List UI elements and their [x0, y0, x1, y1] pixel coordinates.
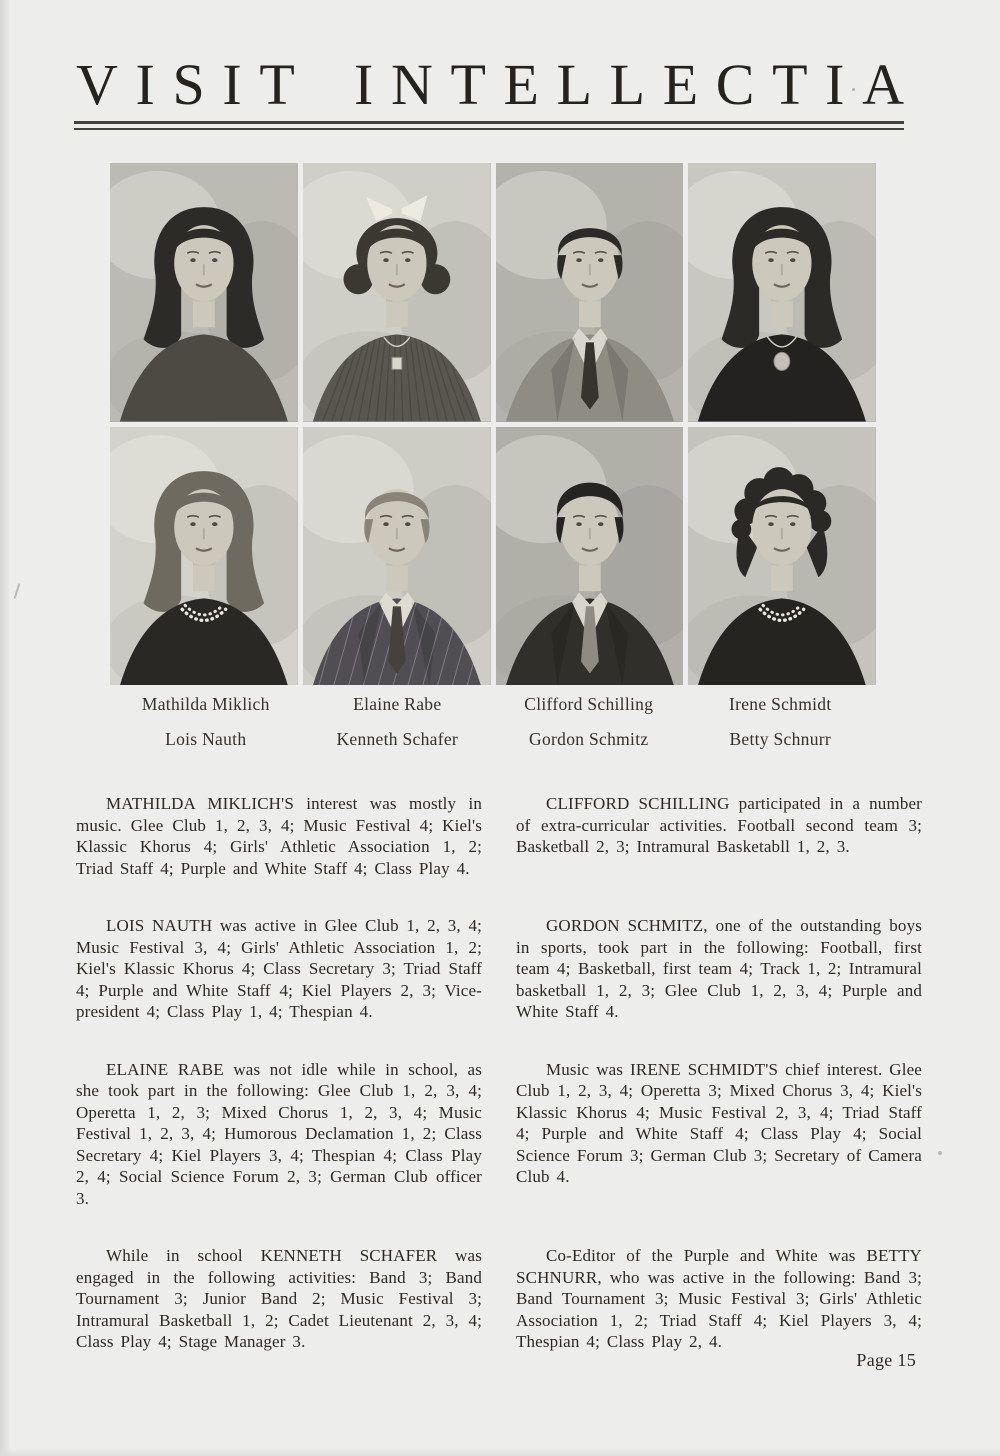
scan-speck — [852, 88, 855, 91]
title-letter: A — [862, 52, 904, 117]
title-letter: V — [76, 52, 118, 117]
title-letter: E — [662, 52, 699, 117]
portrait-photo — [688, 427, 876, 686]
caption-name: Lois Nauth — [165, 729, 247, 749]
bio-paragraph: While in school KENNETH SCHAFER was engaged in the following activities: Band 3; Band Tournament 3; Junior Band 2; Music Festival 3; Intramural Basketball 1, 2; Cadet Lieutenant 2, 3, 4; Class Play 4; Stage Manager 3. — [76, 1246, 482, 1351]
caption-name: Gordon Schmitz — [529, 729, 649, 749]
title-letter: L — [609, 52, 646, 117]
title-letter: L — [556, 52, 593, 117]
caption-name: Mathilda Miklich — [141, 694, 270, 714]
caption-name: Elaine Rabe — [353, 694, 442, 714]
caption-name: Irene Schmidt — [728, 694, 832, 714]
bio-paragraph: MATHILDA MIKLICH'S interest was mostly in music. Glee Club 1, 2, 3, 4; Music Festival 4; Kiel's Klassic Khorus 4; Girls' Athletic Association 1, 2; Triad Staff 4; Purple and White Staff 4; Class Play 4. — [76, 794, 482, 878]
caption-name: Kenneth Schafer — [336, 729, 459, 749]
title-double-rule — [74, 121, 904, 130]
bio-paragraph: Co-Editor of the Purple and White was BETTY SCHNURR, who was active in the following: Band 3; Band Tournament 3; Music Festival 3; Girls' Athletic Association 1, 2; Triad Staff 4; Kiel Players 3, 4; Thespian 4; Class Play 2, 4. — [516, 1246, 922, 1351]
portrait-photo — [303, 427, 491, 686]
portrait-photo — [688, 163, 876, 422]
caption-name: Clifford Schilling — [524, 694, 654, 714]
portrait-photo — [303, 163, 491, 422]
portrait-photo — [496, 427, 684, 686]
title-letter: T — [259, 52, 295, 117]
bio-paragraph: CLIFFORD SCHILLING participated in a number of extra-curricular activities. Football second team 3; Basketball 2, 3; Intramural Basketabll 1, 2, 3. — [516, 794, 922, 856]
title-letter: I — [222, 52, 242, 117]
caption-names — [110, 694, 876, 750]
scan-speck — [938, 1151, 942, 1155]
title-word-gap — [312, 56, 336, 114]
bio-columns — [76, 793, 922, 1353]
bio-paragraph: GORDON SCHMITZ, one of the outstanding boys in sports, took part in the following: Football, first team 4; Basketball, first team 4; Track 1, 2; Intramural basketball 1, 2, 3; Glee Club 1, 2, 3, 4; Purple and White Staff 4. — [516, 916, 922, 1021]
portrait-photo — [110, 163, 298, 422]
bio-paragraph: LOIS NAUTH was active in Glee Club 1, 2, 3, 4; Music Festival 3, 4; Girls' Athletic Association 1, 2; Kiel's Klassic Khorus 4; Class Secretary 3; Triad Staff 4; Purple and White Staff 4; Kiel Players 2, 3; Vice-president 4; Class Play 1, 4; Thespian 4. — [76, 916, 482, 1021]
title-letter: I — [135, 52, 155, 117]
portrait-photo — [110, 427, 298, 686]
caption-name: Betty Schnurr — [729, 729, 832, 749]
title-letter: C — [715, 52, 755, 117]
bio-paragraph: ELAINE RABE was not idle while in school, as she took part in the following: Glee Club 1, 2, 3, 4; Operetta 1, 2, 3; Mixed Chorus 1, 2, 3, 4; Music Festival 1, 2, 3, 4; Humorous Declamation 1, 2; Class Secretary 4; Kiel Players 3, 4; Thespian 4; Class Play 2, 4; Social Science Forum 2, 3; German Club officer 3. — [76, 1059, 482, 1208]
title-letter: I — [825, 52, 845, 117]
title-letter: T — [450, 52, 486, 117]
portrait-photo — [496, 163, 684, 422]
page-title — [76, 52, 904, 117]
portrait-grid — [110, 163, 876, 685]
page-number: Page 15 — [856, 1350, 916, 1370]
title-letter: I — [354, 52, 374, 117]
title-letter: T — [772, 52, 808, 117]
title-letter: N — [390, 52, 433, 117]
title-letter: S — [172, 52, 205, 117]
bio-paragraph: Music was IRENE SCHMIDT'S chief interest. Glee Club 1, 2, 3, 4; Operetta 3; Mixed Chorus 3, 4; Kiel's Klassic Khorus 4; Music Festival 2, 3, 4; Triad Staff 4; Purple and White Staff 4; Class Play 4; Social Science Forum 3; German Club 3; Secretary of Camera Club 4. — [516, 1059, 922, 1186]
scan-scratch — [14, 583, 21, 599]
title-letter: E — [503, 52, 539, 117]
